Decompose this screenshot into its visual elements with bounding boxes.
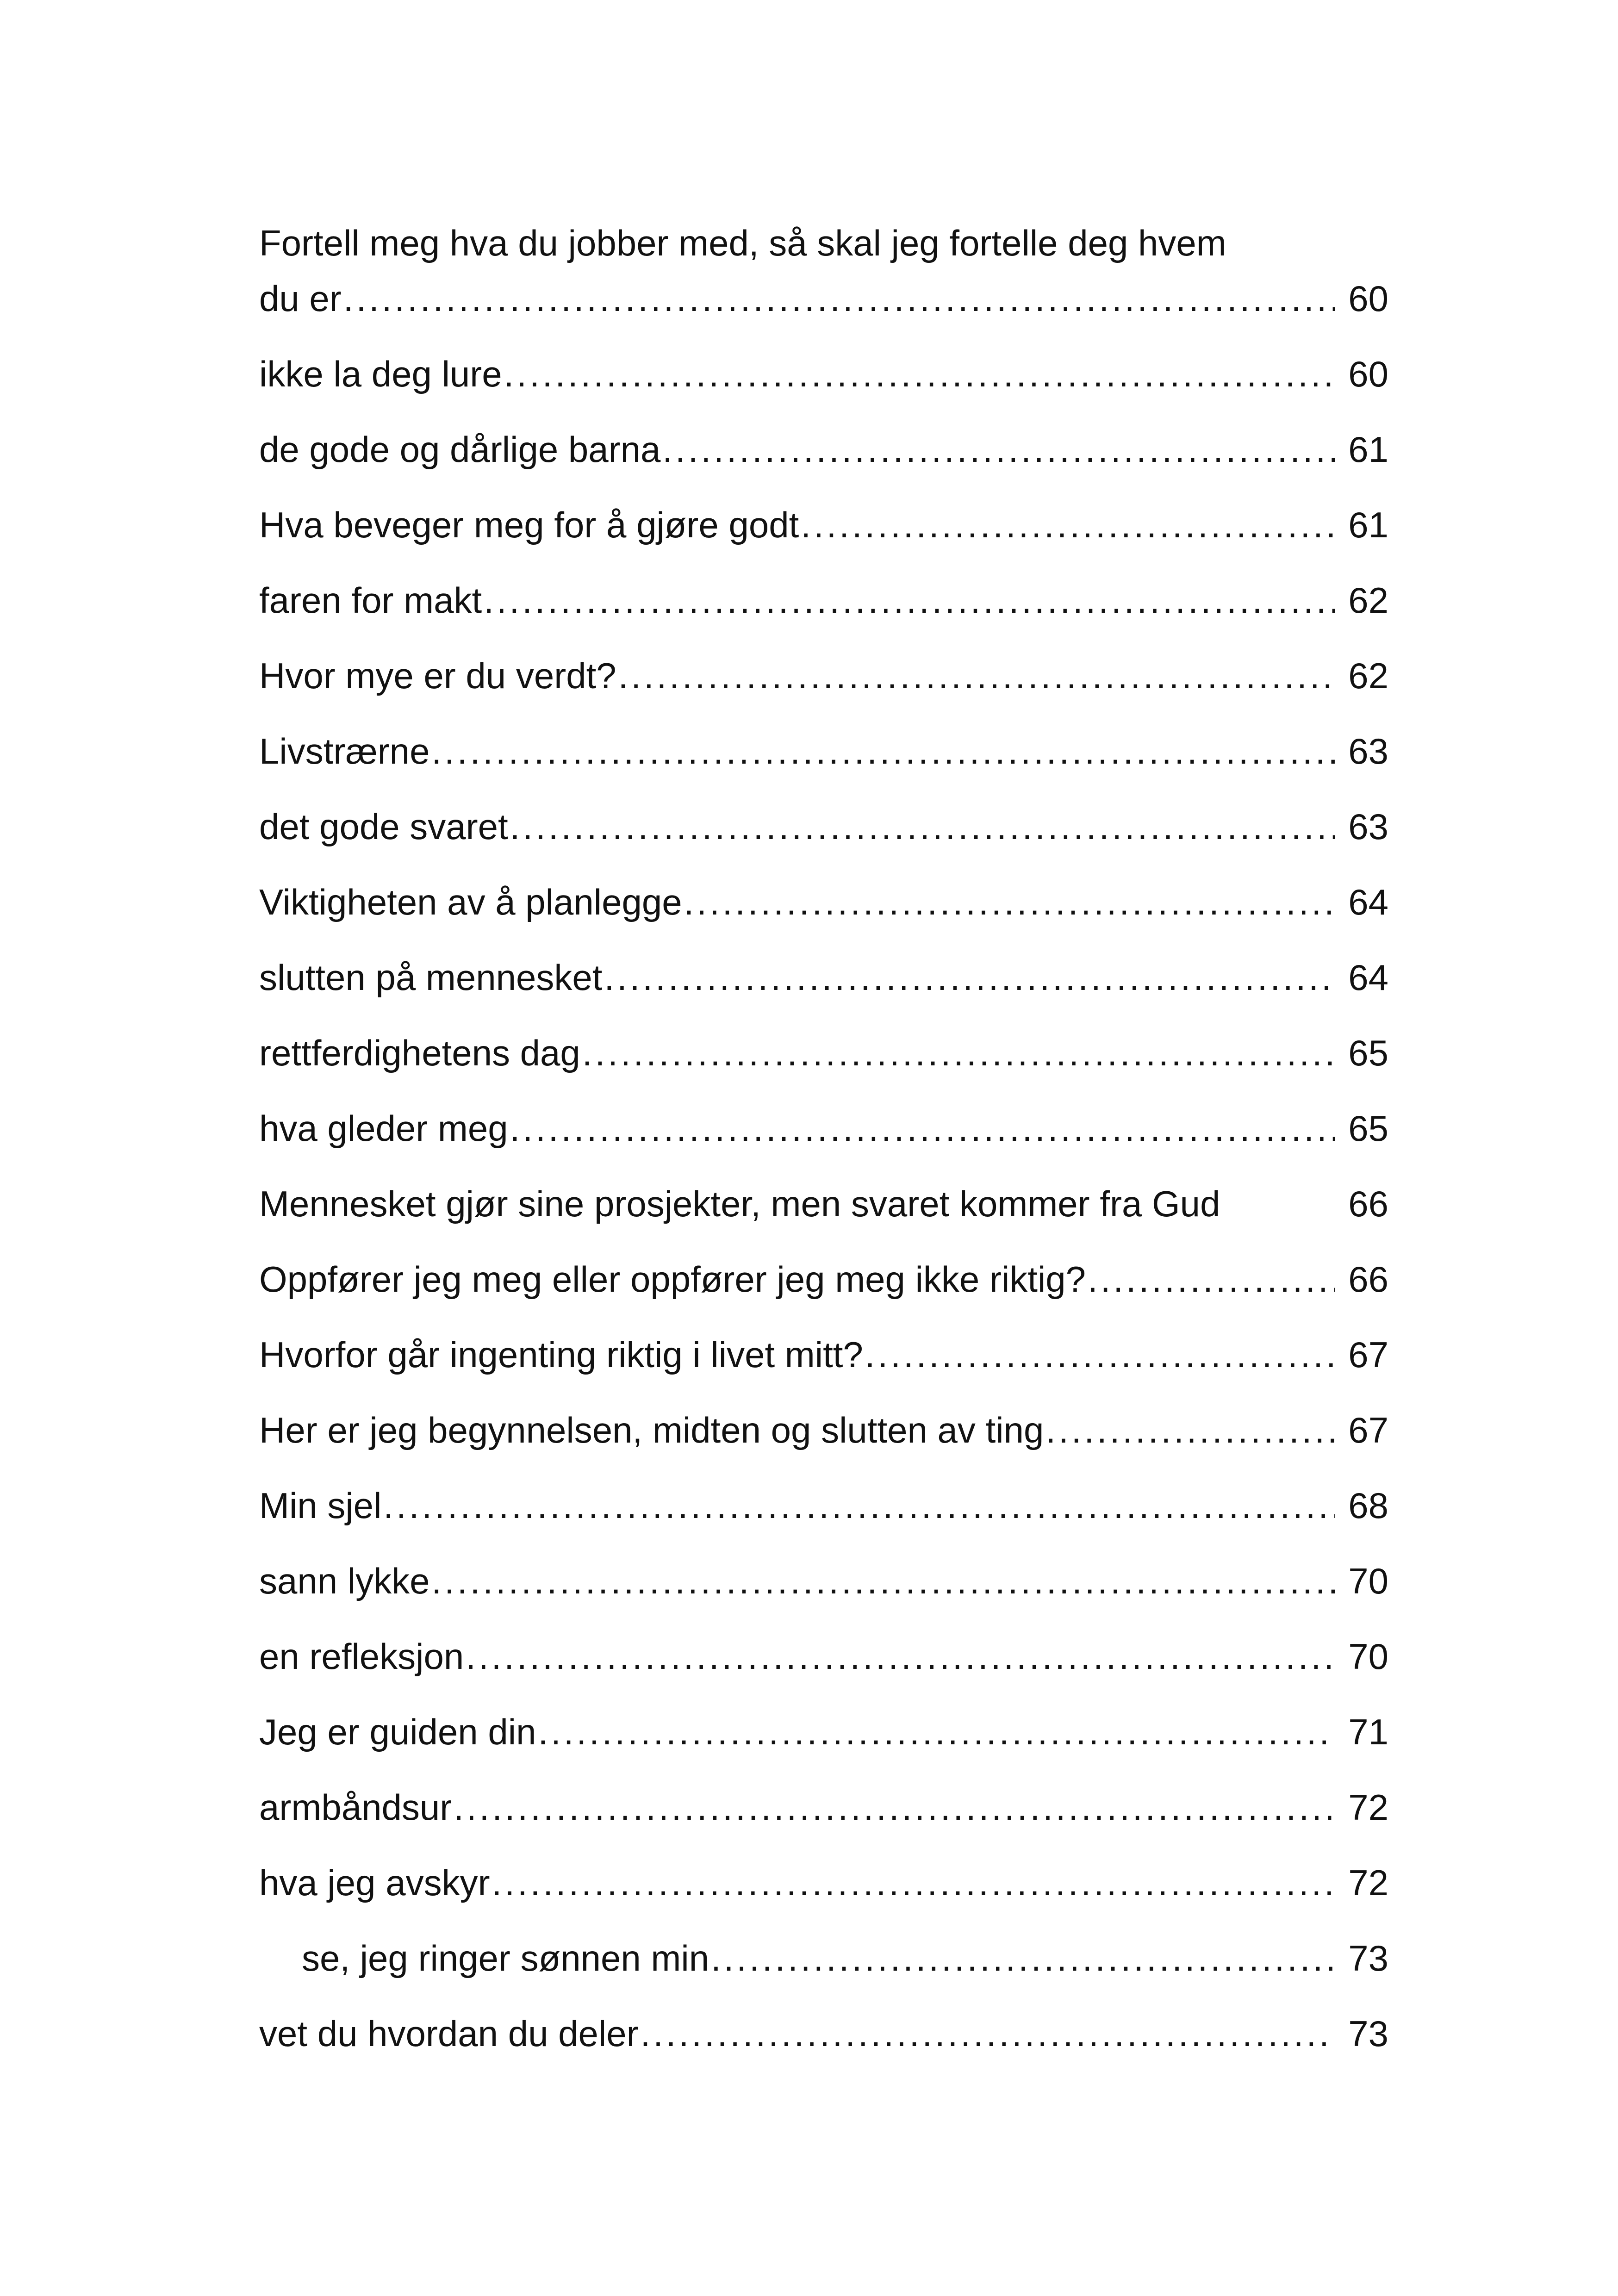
toc-page-number: 72 <box>1348 1862 1388 1903</box>
toc-page-number: 73 <box>1348 2013 1388 2054</box>
toc-entry-title: en refleksjon <box>259 1636 464 1677</box>
dot-leader <box>431 723 1335 779</box>
toc-page-number: 65 <box>1348 1033 1388 1073</box>
toc-entry[interactable] <box>259 1930 1388 1986</box>
toc-page-number: 60 <box>1348 278 1388 319</box>
toc-page-number: 68 <box>1348 1485 1388 1526</box>
toc-entry-title: rettferdighetens dag <box>259 1033 580 1073</box>
toc-page-number: 61 <box>1348 429 1388 470</box>
dot-leader <box>865 1327 1335 1382</box>
toc-page-number: 66 <box>1348 1259 1388 1300</box>
toc-entry[interactable] <box>259 1025 1388 1081</box>
toc-entry[interactable] <box>259 1629 1388 1684</box>
dot-leader <box>484 572 1335 628</box>
toc-page-number: 61 <box>1348 504 1388 545</box>
toc-entry[interactable] <box>259 215 1388 326</box>
toc-entry-title: hva jeg avskyr <box>259 1862 490 1903</box>
table-of-contents <box>259 215 1388 2081</box>
toc-page-number: 63 <box>1348 731 1388 772</box>
toc-page-number: 65 <box>1348 1108 1388 1149</box>
toc-entry-title: du er <box>259 278 342 319</box>
toc-entry-title: sann lykke <box>259 1561 430 1601</box>
toc-entry[interactable] <box>259 1478 1388 1533</box>
toc-entry-title: se, jeg ringer sønnen min <box>302 1938 709 1979</box>
toc-page-number: 66 <box>1348 1183 1388 1224</box>
toc-entry[interactable] <box>259 1855 1388 1910</box>
toc-entry[interactable] <box>259 1402 1388 1458</box>
dot-leader <box>641 2006 1335 2061</box>
toc-entry[interactable] <box>259 874 1388 930</box>
dot-leader <box>510 1101 1335 1156</box>
toc-entry[interactable] <box>259 422 1388 477</box>
toc-entry-title-line-1: Fortell meg hva du jobber med, så skal jeg fortelle deg hvem <box>259 223 1226 263</box>
toc-page-number: 71 <box>1348 1711 1388 1752</box>
dot-leader <box>711 1930 1335 1986</box>
dot-leader <box>1045 1402 1335 1458</box>
dot-leader <box>454 1780 1335 1835</box>
toc-entry[interactable] <box>259 1553 1388 1609</box>
toc-entry[interactable] <box>259 346 1388 402</box>
toc-entry-title: armbåndsur <box>259 1787 452 1828</box>
dot-leader <box>604 950 1335 1005</box>
dot-leader <box>466 1629 1335 1684</box>
dot-leader <box>684 874 1335 930</box>
toc-entry-title: ikke la deg lure <box>259 354 502 394</box>
dot-leader <box>538 1704 1335 1760</box>
toc-entry-title: det gode svaret <box>259 806 508 847</box>
toc-page-number: 63 <box>1348 806 1388 847</box>
toc-entry-title: Hva beveger meg for å gjøre godt <box>259 504 799 545</box>
toc-entry-title: Min sjel <box>259 1485 382 1526</box>
dot-leader <box>504 346 1335 402</box>
toc-page-number: 67 <box>1348 1334 1388 1375</box>
toc-entry[interactable] <box>259 1176 1388 1232</box>
dot-leader <box>1088 1251 1335 1307</box>
dot-leader <box>343 271 1335 326</box>
dot-leader <box>801 497 1335 553</box>
toc-entry-title: Hvorfor går ingenting riktig i livet mitt? <box>259 1334 863 1375</box>
toc-entry-title: Her er jeg begynnelsen, midten og slutten av ting <box>259 1410 1044 1450</box>
toc-page-number: 64 <box>1348 882 1388 922</box>
toc-page-number: 70 <box>1348 1636 1388 1677</box>
toc-page-number: 72 <box>1348 1787 1388 1828</box>
toc-page-number: 60 <box>1348 354 1388 394</box>
toc-entry[interactable] <box>259 1327 1388 1382</box>
dot-leader <box>510 799 1335 854</box>
toc-entry[interactable] <box>259 648 1388 703</box>
toc-page-number: 73 <box>1348 1938 1388 1979</box>
toc-entry-title: Viktigheten av å planlegge <box>259 882 682 922</box>
dot-leader <box>618 648 1335 703</box>
dot-leader <box>582 1025 1335 1081</box>
toc-page-number: 62 <box>1348 580 1388 621</box>
toc-entry-title: hva gleder meg <box>259 1108 508 1149</box>
toc-page-number: 67 <box>1348 1410 1388 1450</box>
dot-leader <box>383 1478 1335 1533</box>
toc-entry[interactable] <box>259 950 1388 1005</box>
toc-page-number: 62 <box>1348 655 1388 696</box>
toc-entry[interactable] <box>259 572 1388 628</box>
toc-entry[interactable] <box>259 2006 1388 2061</box>
toc-page-number: 70 <box>1348 1561 1388 1601</box>
toc-entry-title: Jeg er guiden din <box>259 1711 536 1752</box>
toc-entry-title: slutten på mennesket <box>259 957 603 998</box>
toc-entry[interactable] <box>259 1780 1388 1835</box>
toc-page-number: 64 <box>1348 957 1388 998</box>
toc-entry[interactable] <box>259 1101 1388 1156</box>
toc-entry-title: Hvor mye er du verdt? <box>259 655 616 696</box>
dot-leader <box>492 1855 1335 1910</box>
toc-entry-title: faren for makt <box>259 580 482 621</box>
toc-entry[interactable] <box>259 1251 1388 1307</box>
dot-leader <box>662 422 1335 477</box>
dot-leader <box>432 1553 1335 1609</box>
toc-entry[interactable] <box>259 497 1388 553</box>
toc-entry-title: vet du hvordan du deler <box>259 2013 639 2054</box>
toc-entry-title: Oppfører jeg meg eller oppfører jeg meg ikke riktig? <box>259 1259 1086 1300</box>
toc-entry-title: Livstrærne <box>259 731 430 772</box>
toc-entry[interactable] <box>259 1704 1388 1760</box>
toc-entry-title: Mennesket gjør sine prosjekter, men svaret kommer fra Gud <box>259 1183 1220 1224</box>
toc-entry-title: de gode og dårlige barna <box>259 429 661 470</box>
toc-entry[interactable] <box>259 723 1388 779</box>
toc-entry[interactable] <box>259 799 1388 854</box>
